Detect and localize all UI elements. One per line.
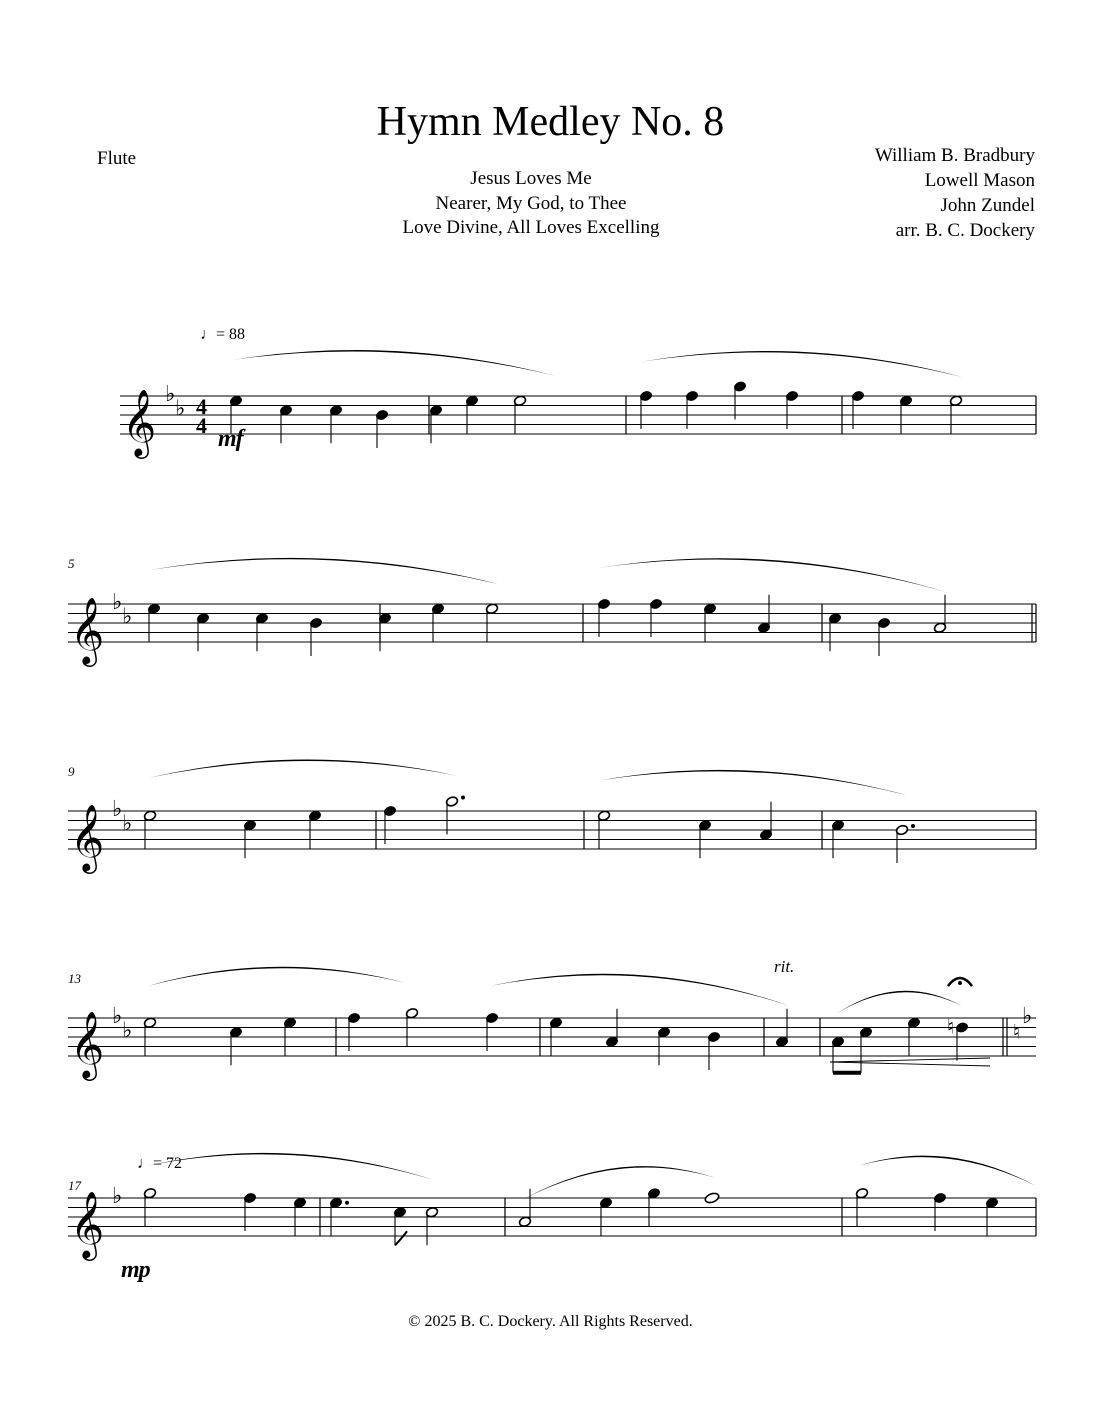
slur <box>836 991 962 1014</box>
slur <box>490 974 790 1006</box>
flat-icon: ♭ <box>165 382 176 407</box>
flag <box>395 1231 407 1245</box>
measure-number: 17 <box>68 1178 81 1193</box>
dot <box>461 796 465 800</box>
slur <box>522 1166 716 1200</box>
subtitle-2: Nearer, My God, to Thee <box>435 192 627 214</box>
copyright-notice: © 2025 B. C. Dockery. All Rights Reserved. <box>408 1313 693 1330</box>
tempo-marking-2: ♩= 72 <box>137 1155 183 1172</box>
measure-number: 5 <box>68 556 75 571</box>
slur <box>148 759 458 778</box>
quarter-note-icon: ♩ <box>200 326 216 343</box>
flat-icon: ♭ <box>175 396 186 422</box>
ritardando-marking: rit. <box>774 957 795 976</box>
treble-clef-icon: 𝄞 <box>70 803 105 871</box>
flat-icon: ♭ <box>112 1004 123 1029</box>
time-signature-bottom: 4 <box>196 413 207 438</box>
dot <box>911 824 915 828</box>
slur <box>598 558 946 592</box>
measure-number: 13 <box>68 971 81 986</box>
subtitle-3: Love Divine, All Loves Excelling <box>402 217 660 238</box>
instrument-name: Flute <box>97 148 137 169</box>
slur <box>602 770 906 795</box>
slur <box>858 1156 1036 1186</box>
page-title: Hymn Medley No. 8 <box>376 99 725 145</box>
slur <box>640 351 962 377</box>
slur <box>148 967 406 986</box>
treble-clef-icon: 𝄞 <box>122 388 157 456</box>
flat-icon: ♭ <box>112 590 123 615</box>
arranger: arr. B. C. Dockery <box>895 220 1035 241</box>
flat-icon: ♭ <box>122 811 133 837</box>
treble-clef-icon: 𝄞 <box>70 596 105 664</box>
measure-number: 9 <box>68 764 75 779</box>
subtitle-1: Jesus Loves Me <box>470 168 592 189</box>
dynamic-mp: mp <box>121 1257 150 1283</box>
dynamic-mf: mf <box>218 426 243 452</box>
dot <box>345 1201 349 1205</box>
natural-icon: ♮ <box>1013 1019 1021 1044</box>
slur <box>146 1153 434 1180</box>
flat-icon: ♭ <box>1022 1004 1033 1029</box>
flat-icon: ♭ <box>112 1184 123 1209</box>
fermata-dot <box>958 981 962 985</box>
flat-icon: ♭ <box>122 1018 133 1044</box>
quarter-note-icon: ♩ <box>137 1155 153 1172</box>
slur <box>150 558 498 584</box>
slur <box>232 350 556 376</box>
composer-2: Lowell Mason <box>924 170 1035 191</box>
treble-clef-icon: 𝄞 <box>70 1010 105 1078</box>
time-signature-top: 4 <box>196 394 207 419</box>
natural-icon: ♮ <box>947 1014 955 1039</box>
composer-3: John Zundel <box>940 195 1035 216</box>
composer-1: William B. Bradbury <box>874 145 1035 166</box>
decrescendo-hairpin <box>830 1058 990 1066</box>
treble-clef-icon: 𝄞 <box>70 1190 105 1258</box>
flat-icon: ♭ <box>112 797 123 822</box>
note-head <box>704 1192 720 1204</box>
flat-icon: ♭ <box>122 604 133 630</box>
tempo-marking-1: ♩= 88 <box>200 326 246 343</box>
